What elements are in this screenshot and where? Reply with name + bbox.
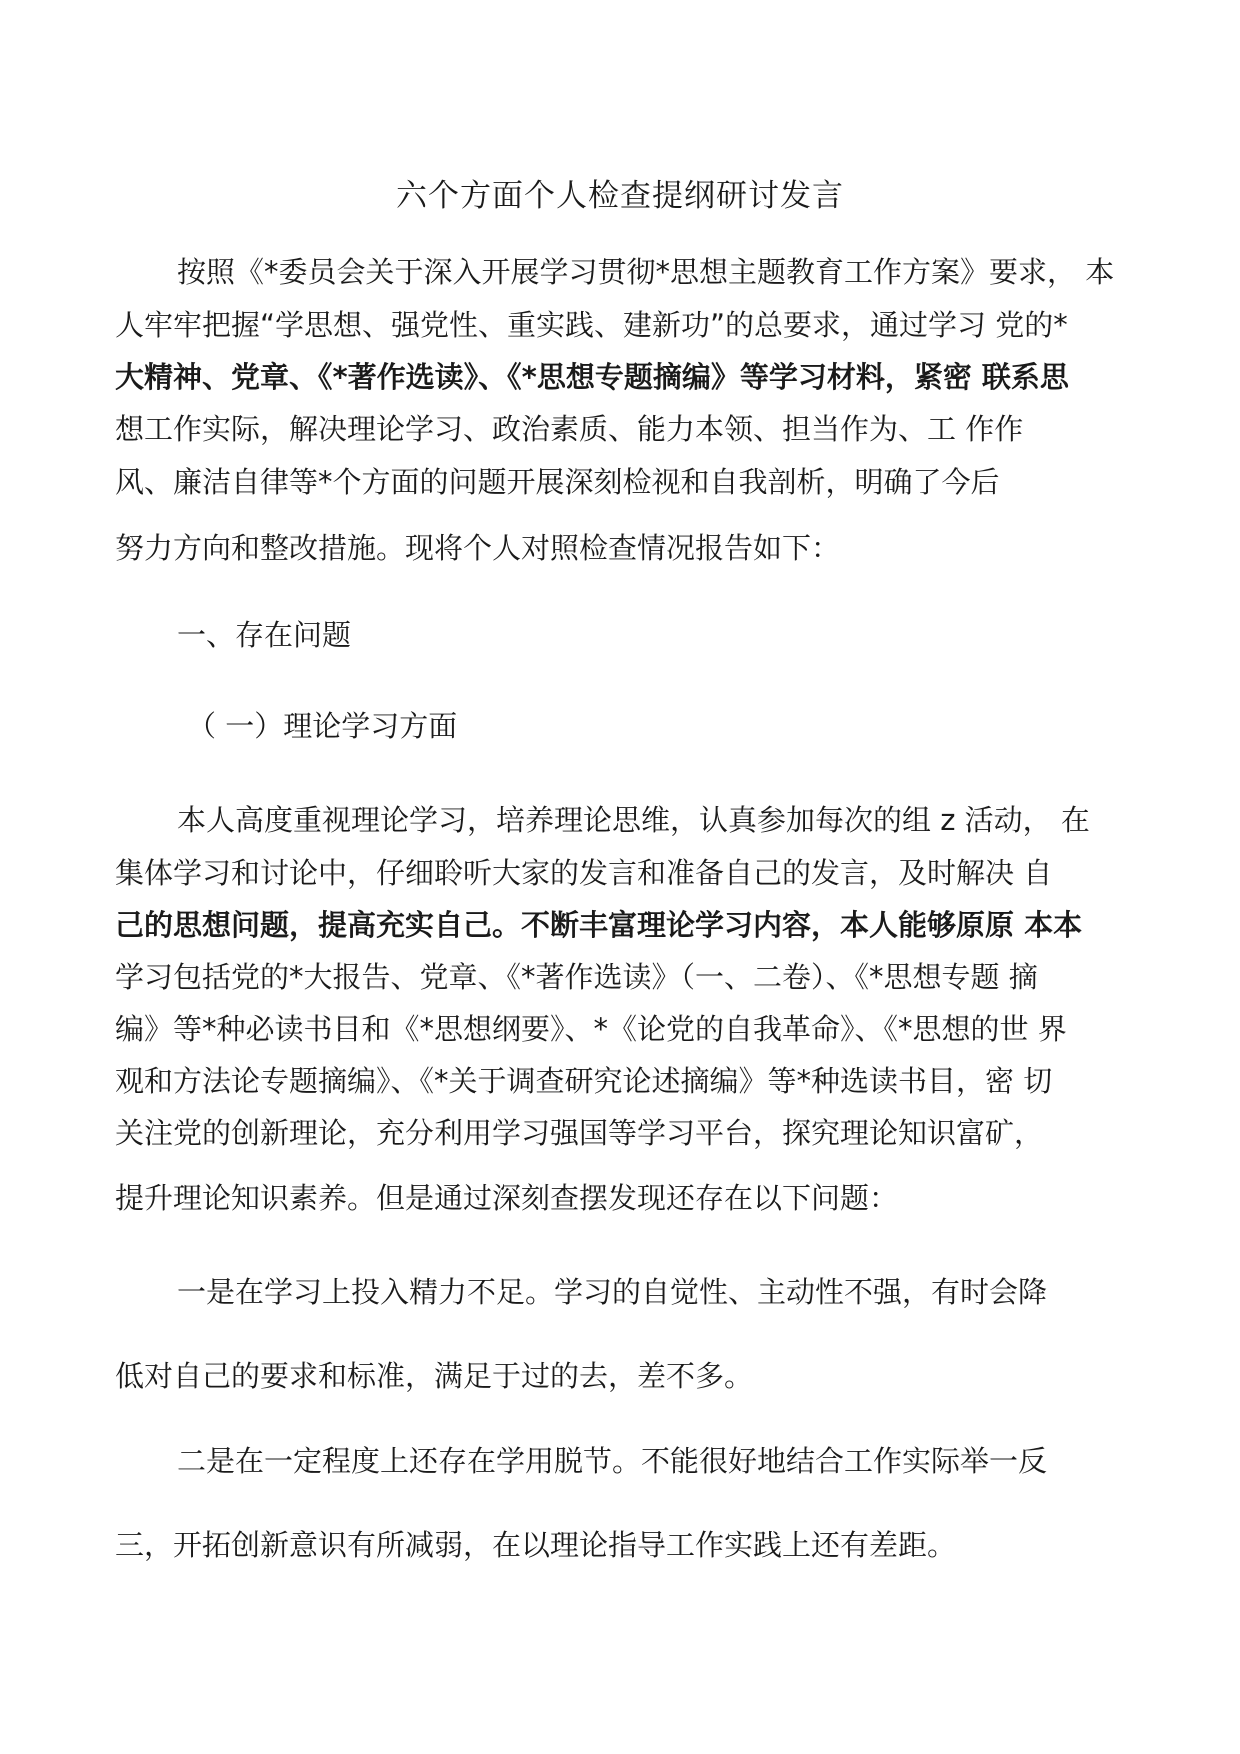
problem-line: 二是在一定程度上还存在学用脱节。不能很好地结合工作实际举一反 (177, 1444, 1048, 1478)
theory-line: 集体学习和讨论中，仔细聆听大家的发言和准备自己的发言，及时解决 自 (115, 856, 1053, 890)
intro-line: 人牢牢把握“学思想、强党性、重实践、建新功”的总要求，通过学习 党的* (115, 308, 1068, 342)
theory-line: 提升理论知识素养。但是通过深刻查摆发现还存在以下问题： (115, 1181, 899, 1215)
intro-line: 大精神、党章、《*著作选读》、《*思想专题摘编》等学习材料，紧密 联系思 (115, 360, 1069, 394)
section-heading: 一、存在问题 (177, 618, 352, 652)
intro-line: 按照《*委员会关于深入开展学习贯彻*思想主题教育工作方案》要求， 本 (177, 255, 1115, 289)
document-title: 六个方面个人检查提纲研讨发言 (396, 178, 844, 214)
problem-line: 三，开拓创新意识有所减弱，在以理论指导工作实践上还有差距。 (115, 1528, 957, 1562)
theory-line: 观和方法论专题摘编》、《*关于调查研究论述摘编》等*种选读书目，密 切 (115, 1064, 1053, 1098)
intro-line: 想工作实际，解决理论学习、政治素质、能力本领、担当作为、工 作作 (115, 412, 1024, 446)
theory-line: 己的思想问题，提高充实自己。不断丰富理论学习内容，本人能够原原 本本 (115, 908, 1083, 942)
theory-line: 关注党的创新理论，充分利用学习强国等学习平台，探究理论知识富矿， (115, 1116, 1044, 1150)
subsection-heading: （ 一）理论学习方面 (187, 709, 458, 743)
theory-line: 本人高度重视理论学习，培养理论思维，认真参加每次的组 z 活动， 在 (177, 803, 1090, 837)
intro-line: 风、廉洁自律等*个方面的问题开展深刻检视和自我剖析，明确了今后 (115, 465, 1000, 499)
problem-line: 低对自己的要求和标准，满足于过的去，差不多。 (115, 1359, 754, 1393)
intro-line: 努力方向和整改措施。现将个人对照检查情况报告如下： (115, 531, 841, 565)
theory-line: 学习包括党的*大报告、党章、《*著作选读》（一、二卷）、《*思想专题 摘 (115, 960, 1038, 994)
problem-line: 一是在学习上投入精力不足。学习的自觉性、主动性不强，有时会降 (177, 1275, 1048, 1309)
theory-line: 编》等*种必读书目和《*思想纲要》、*《论党的自我革命》、《*思想的世 界 (115, 1012, 1067, 1046)
